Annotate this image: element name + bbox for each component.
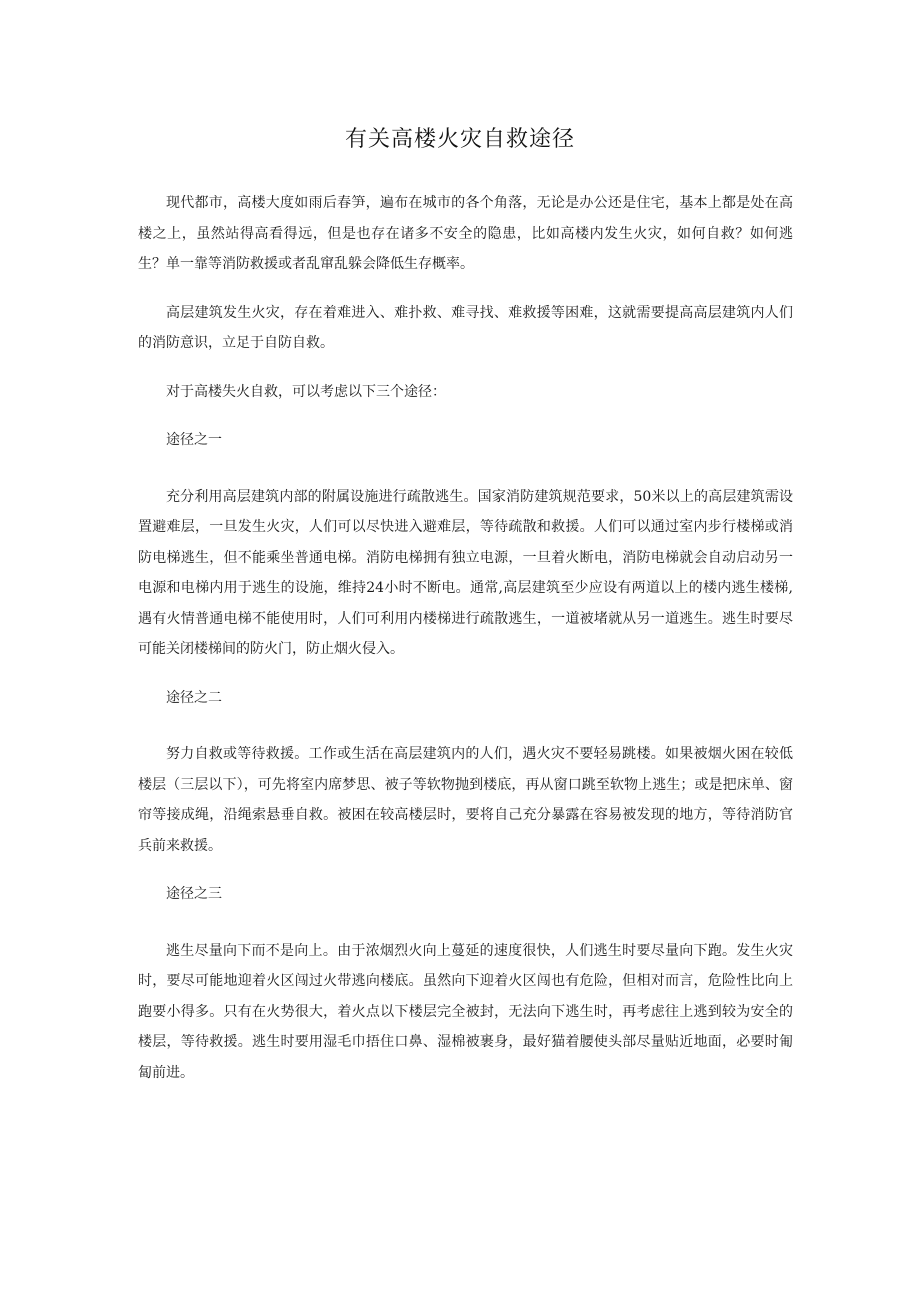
section-heading-method-2: 途径之二	[166, 689, 222, 706]
paragraph-intro: 现代都市，高楼大度如雨后春笋，遍布在城市的各个角落，无论是办公还是住宅，基本上都是处在高楼之上，虽然站得高看得远，但是也存在诸多不安全的隐患，比如高楼内发生火灾，如何自救？如何逃生？单一靠等消防救援或者乱窜乱躲会降低生存概率。	[138, 195, 793, 272]
paragraph-method-1: 充分利用高层建筑内部的附属设施进行疏散逃生。国家消防建筑规范要求，50米以上的高层建筑需设置避难层，一旦发生火灾，人们可以尽快进入避难层，等待疏散和救援。人们可以通过室内步行楼梯或消防电梯逃生，但不能乘坐普通电梯。消防电梯拥有独立电源，一旦着火断电，消防电梯就会自动启动另一电源和电梯内用于逃生的设施，维持24小时不断电。通常,高层建筑至少应设有两道以上的楼内逃生楼梯,遇有火情普通电梯不能使用时，人们可利用内楼梯进行疏散逃生，一道被堵就从另一道逃生。逃生时要尽可能关闭楼梯间的防火门，防止烟火侵入。	[138, 488, 793, 657]
document-title: 有关高楼火灾自救途径	[344, 127, 575, 152]
document-body	[138, 188, 793, 1088]
paragraph-method-2: 努力自救或等待救援。工作或生活在高层建筑内的人们，遇火灾不要轻易跳楼。如果被烟火困在较低楼层（三层以下），可先将室内席梦思、被子等软物抛到楼底，再从窗口跳至软物上逃生；或是把床单、窗帘等接成绳，沿绳索悬垂自救。被困在较高楼层时，要将自己充分暴露在容易被发现的地方，等待消防官兵前来救援。	[138, 746, 793, 854]
paragraph-lead-in: 对于高楼失火自救，可以考虑以下三个途径：	[166, 383, 446, 400]
section-heading-method-3: 途径之三	[166, 886, 222, 902]
paragraph-method-3: 逃生尽量向下而不是向上。由于浓烟烈火向上蔓延的速度很快，人们逃生时要尽量向下跑。发生火灾时，要尽可能地迎着火区闯过火带逃向楼底。虽然向下迎着火区闯也有危险，但相对而言，危险性比向上跑要小得多。只有在火势很大，着火点以下楼层完全被封，无法向下逃生时，再考虑往上逃到较为安全的楼层，等待救援。逃生时要用湿毛巾捂住口鼻、湿棉被裹身，最好猫着腰使头部尽量贴近地面，必要时匍匐前进。	[138, 942, 793, 1081]
paragraph-difficulty: 高层建筑发生火灾，存在着难进入、难扑救、难寻找、难救援等困难，这就需要提高高层建筑内人们的消防意识，立足于自防自救。	[138, 304, 793, 351]
section-heading-method-1: 途径之一	[166, 432, 222, 448]
